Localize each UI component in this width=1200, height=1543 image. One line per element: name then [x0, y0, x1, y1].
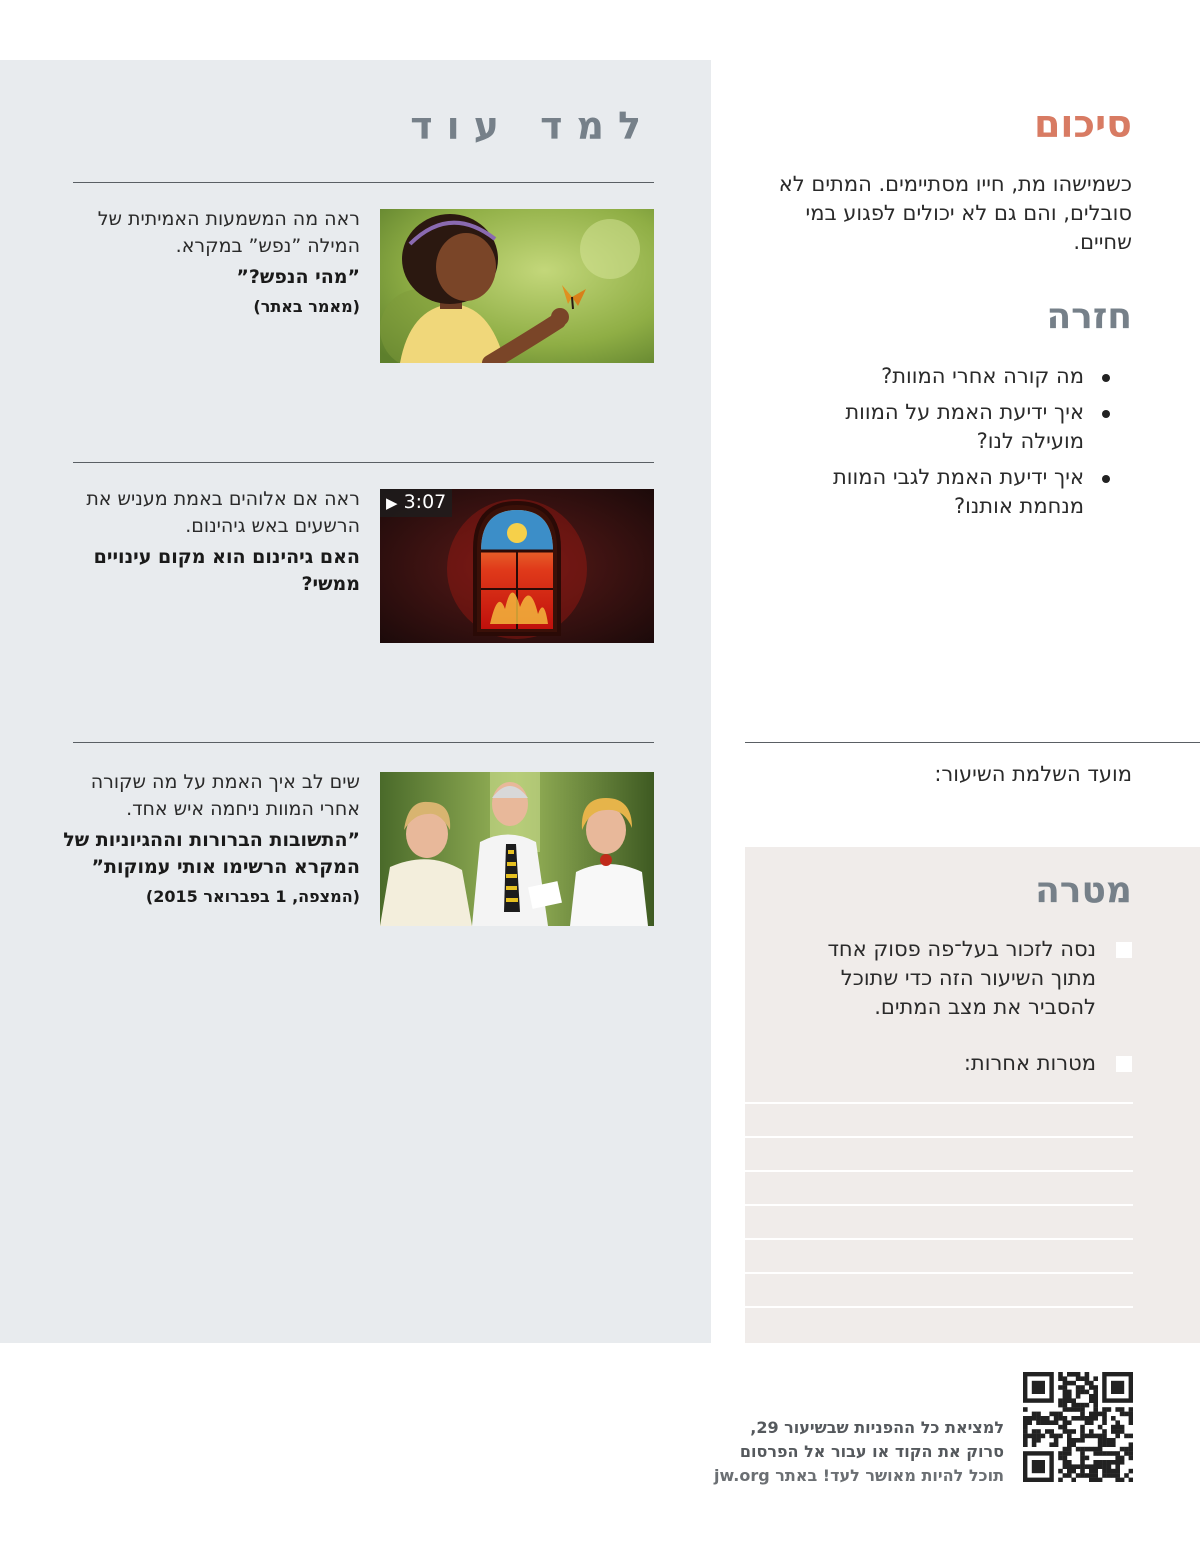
footer-note — [664, 1416, 1004, 1488]
item-link[interactable]: ”מהי הנפש?” — [236, 266, 360, 288]
learn-more-title: למד עוד — [410, 104, 655, 148]
goal-panel — [745, 847, 1200, 1343]
review-question: מה קורה אחרי המוות? — [780, 362, 1110, 391]
learn-item — [60, 206, 360, 320]
summary-text: כשמישהו מת, חייו מסתיימים. המתים לא סובלים, והם גם לא יכולים לפגוע במי שחיים. — [778, 172, 1132, 254]
goal-item: מטרות אחרות: — [963, 1051, 1096, 1075]
writing-line[interactable] — [745, 1136, 1133, 1138]
item-description: ראה אם אלוהים באמת מעניש את הרשעים באש גיהינום. — [86, 488, 360, 537]
footer-line: סרוק את הקוד או עבור אל הפרסום — [739, 1442, 1004, 1461]
divider — [73, 182, 654, 183]
learn-item — [60, 486, 360, 598]
item-source: (מאמר באתר) — [253, 297, 360, 316]
writing-line[interactable] — [745, 1272, 1133, 1274]
divider — [73, 462, 654, 463]
girl-with-butterfly-photo[interactable] — [380, 209, 654, 363]
review-title: חזרה — [1046, 296, 1132, 337]
qr-code-icon[interactable] — [1023, 1372, 1133, 1482]
review-question: איך ידיעת האמת על המוות מועילה לנו? — [780, 398, 1110, 456]
video-duration: 3:07 — [403, 491, 447, 513]
item-link[interactable]: ”התשובות הברורות וההגיוניות של המקרא הרשימו אותי עמוקות” — [63, 829, 360, 878]
three-people-talking-photo[interactable] — [380, 772, 654, 926]
footer-line: תוכל להיות מאושר לעד! באתר jw.org — [714, 1466, 1004, 1485]
item-description: שים לב איך האמת על מה שקורה אחרי המוות ניחמה איש אחד. — [90, 771, 360, 820]
completion-date-label: מועד השלמת השיעור: — [934, 762, 1132, 786]
writing-line[interactable] — [745, 1204, 1133, 1206]
goal-checkbox[interactable] — [1116, 942, 1132, 958]
learn-item — [60, 769, 360, 910]
item-source: (המצפה, 1 בפברואר 2015) — [145, 887, 360, 906]
video-duration-badge[interactable] — [380, 489, 452, 517]
divider — [745, 742, 1200, 743]
play-icon: ▶ — [386, 494, 398, 512]
writing-line[interactable] — [745, 1102, 1133, 1104]
goal-title: מטרה — [1035, 870, 1132, 911]
item-description: ראה מה המשמעות האמיתית של המילה ”נפש” במקרא. — [97, 208, 360, 257]
item-link[interactable]: האם גיהינום הוא מקום עינויים ממשי? — [93, 546, 360, 595]
footer-line: למציאת כל ההפניות שבשיעור 29, — [750, 1418, 1004, 1437]
review-questions — [780, 362, 1110, 528]
summary-title: סיכום — [1033, 102, 1132, 146]
goal-checkbox[interactable] — [1116, 1056, 1132, 1072]
goal-item: נסה לזכור בעל־פה פסוק אחד מתוך השיעור הזה כדי שתוכל להסביר את מצב המתים. — [827, 937, 1096, 1019]
writing-line[interactable] — [745, 1306, 1133, 1308]
divider — [73, 742, 654, 743]
writing-line[interactable] — [745, 1170, 1133, 1172]
writing-line[interactable] — [745, 1238, 1133, 1240]
review-question: איך ידיעת האמת לגבי המוות מנחמת אותנו? — [780, 463, 1110, 521]
